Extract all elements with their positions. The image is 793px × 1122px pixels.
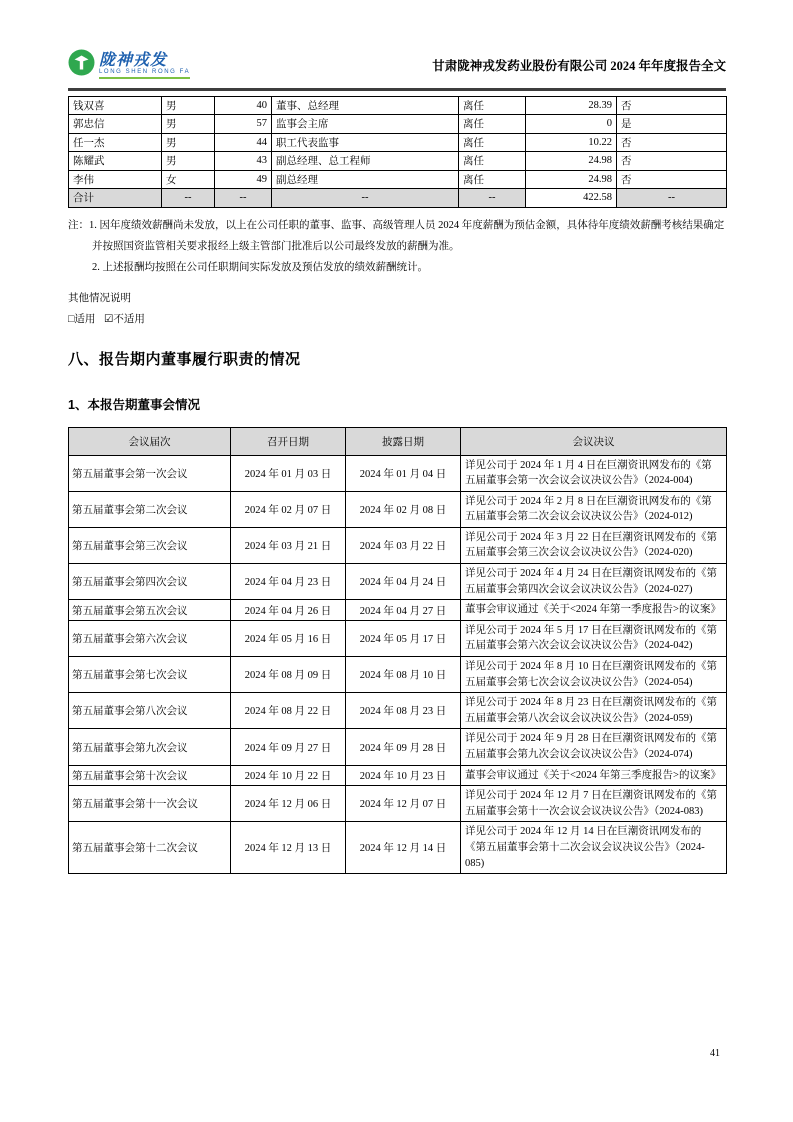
cell-session: 第五届董事会第一次会议 bbox=[69, 455, 231, 491]
cell-pay: 28.39 bbox=[526, 96, 617, 115]
cell-resolution: 详见公司于 2024 年 4 月 24 日在巨潮资讯网发布的《第五届董事会第四次会议会议决议公告》（2024-027) bbox=[461, 564, 727, 600]
cell-session: 第五届董事会第三次会议 bbox=[69, 527, 231, 563]
meetings-header-row bbox=[69, 427, 727, 455]
cell-date-held: 2024 年 02 月 07 日 bbox=[231, 491, 346, 527]
cell-status: 离任 bbox=[459, 133, 526, 152]
header-session: 会议届次 bbox=[69, 427, 231, 455]
cell-date-held: 2024 年 10 月 22 日 bbox=[231, 765, 346, 786]
cell-date-disclosed: 2024 年 01 月 04 日 bbox=[346, 455, 461, 491]
cell-gender: 男 bbox=[162, 96, 215, 115]
cell-date-held: 2024 年 08 月 22 日 bbox=[231, 693, 346, 729]
meeting-row bbox=[69, 620, 727, 656]
cell-flag: 否 bbox=[617, 133, 727, 152]
cell-status: 离任 bbox=[459, 152, 526, 171]
cell-total-label: 合计 bbox=[69, 189, 162, 208]
applicable-checkbox: □适用 bbox=[68, 313, 96, 325]
cell-age: 40 bbox=[215, 96, 272, 115]
cell-resolution: 董事会审议通过《关于<2024 年第三季度报告>的议案》 bbox=[461, 765, 727, 786]
cell-date-held: 2024 年 04 月 23 日 bbox=[231, 564, 346, 600]
cell-session: 第五届董事会第十二次会议 bbox=[69, 822, 231, 874]
cell-total-status: -- bbox=[459, 189, 526, 208]
cell-total-pay: 422.58 bbox=[526, 189, 617, 208]
note-paragraph-2: 2. 上述报酬均按照在公司任职期间实际发放及预估发放的绩效薪酬统计。 bbox=[92, 261, 428, 273]
header-rule bbox=[68, 88, 726, 91]
meeting-row bbox=[69, 527, 727, 563]
cell-date-disclosed: 2024 年 12 月 14 日 bbox=[346, 822, 461, 874]
cell-date-held: 2024 年 04 月 26 日 bbox=[231, 600, 346, 621]
cell-name: 任一杰 bbox=[69, 133, 162, 152]
cell-date-disclosed: 2024 年 02 月 08 日 bbox=[346, 491, 461, 527]
note-paragraph-1: 注：1. 因年度绩效薪酬尚未发放，以上在公司任职的董事、监事、高级管理人员 2024 年度薪酬为预估金额，具体待年度绩效薪酬考核结果确定并按照国资监管相关要求报经上级主管部门批准后以公司最终发放的薪酬为准。 bbox=[68, 219, 725, 252]
compensation-table bbox=[68, 96, 727, 208]
page-number: 41 bbox=[710, 1048, 720, 1059]
logo-icon bbox=[68, 49, 95, 81]
cell-age: 57 bbox=[215, 115, 272, 134]
cell-position: 副总经理 bbox=[272, 170, 459, 189]
meeting-row bbox=[69, 786, 727, 822]
cell-date-held: 2024 年 03 月 21 日 bbox=[231, 527, 346, 563]
header-date-disclosed: 披露日期 bbox=[346, 427, 461, 455]
cell-date-held: 2024 年 12 月 06 日 bbox=[231, 786, 346, 822]
cell-resolution: 董事会审议通过《关于<2024 年第一季度报告>的议案》 bbox=[461, 600, 727, 621]
cell-total-gender: -- bbox=[162, 189, 215, 208]
cell-session: 第五届董事会第八次会议 bbox=[69, 693, 231, 729]
cell-date-held: 2024 年 01 月 03 日 bbox=[231, 455, 346, 491]
cell-date-disclosed: 2024 年 09 月 28 日 bbox=[346, 729, 461, 765]
cell-position: 副总经理、总工程师 bbox=[272, 152, 459, 171]
cell-session: 第五届董事会第六次会议 bbox=[69, 620, 231, 656]
cell-date-disclosed: 2024 年 04 月 24 日 bbox=[346, 564, 461, 600]
cell-name: 陈耀武 bbox=[69, 152, 162, 171]
page-header bbox=[68, 46, 726, 84]
cell-resolution: 详见公司于 2024 年 12 月 14 日在巨潮资讯网发布的《第五届董事会第十二次会议会议决议公告》（2024-085) bbox=[461, 822, 727, 874]
cell-gender: 男 bbox=[162, 133, 215, 152]
applicability-line bbox=[68, 312, 726, 327]
cell-date-disclosed: 2024 年 08 月 10 日 bbox=[346, 657, 461, 693]
cell-session: 第五届董事会第五次会议 bbox=[69, 600, 231, 621]
cell-session: 第五届董事会第十一次会议 bbox=[69, 786, 231, 822]
cell-resolution: 详见公司于 2024 年 5 月 17 日在巨潮资讯网发布的《第五届董事会第六次会议会议决议公告》（2024-042) bbox=[461, 620, 727, 656]
meeting-row bbox=[69, 491, 727, 527]
cell-date-disclosed: 2024 年 10 月 23 日 bbox=[346, 765, 461, 786]
cell-position: 监事会主席 bbox=[272, 115, 459, 134]
header-date-held: 召开日期 bbox=[231, 427, 346, 455]
cell-session: 第五届董事会第七次会议 bbox=[69, 657, 231, 693]
cell-date-held: 2024 年 08 月 09 日 bbox=[231, 657, 346, 693]
cell-pay: 10.22 bbox=[526, 133, 617, 152]
cell-flag: 否 bbox=[617, 170, 727, 189]
logo-brand-en: LONG SHEN RONG FA bbox=[99, 69, 190, 79]
section-heading: 八、报告期内董事履行职责的情况 bbox=[68, 350, 301, 368]
cell-resolution: 详见公司于 2024 年 3 月 22 日在巨潮资讯网发布的《第五届董事会第三次会议会议决议公告》（2024-020) bbox=[461, 527, 727, 563]
cell-status: 离任 bbox=[459, 170, 526, 189]
cell-name: 李伟 bbox=[69, 170, 162, 189]
compensation-row bbox=[69, 170, 727, 189]
cell-position: 职工代表监事 bbox=[272, 133, 459, 152]
subsection-heading: 1、本报告期董事会情况 bbox=[68, 397, 200, 412]
cell-total-flag: -- bbox=[617, 189, 727, 208]
meeting-row bbox=[69, 729, 727, 765]
other-note-label: 其他情况说明 bbox=[68, 292, 131, 304]
cell-date-disclosed: 2024 年 05 月 17 日 bbox=[346, 620, 461, 656]
cell-flag: 是 bbox=[617, 115, 727, 134]
header-resolution: 会议决议 bbox=[461, 427, 727, 455]
meeting-row bbox=[69, 765, 727, 786]
meeting-row bbox=[69, 822, 727, 874]
compensation-row bbox=[69, 115, 727, 134]
cell-pay: 24.98 bbox=[526, 170, 617, 189]
compensation-row bbox=[69, 96, 727, 115]
cell-age: 43 bbox=[215, 152, 272, 171]
cell-total-age: -- bbox=[215, 189, 272, 208]
cell-name: 郭忠信 bbox=[69, 115, 162, 134]
cell-name: 钱双喜 bbox=[69, 96, 162, 115]
cell-date-disclosed: 2024 年 03 月 22 日 bbox=[346, 527, 461, 563]
cell-status: 离任 bbox=[459, 96, 526, 115]
cell-session: 第五届董事会第二次会议 bbox=[69, 491, 231, 527]
compensation-row bbox=[69, 152, 727, 171]
report-title: 甘肃陇神戎发药业股份有限公司 2024 年年度报告全文 bbox=[432, 59, 726, 73]
cell-gender: 男 bbox=[162, 152, 215, 171]
not-applicable-checkbox: ☑不适用 bbox=[103, 313, 145, 325]
logo-brand-cn: 陇神戎发 bbox=[99, 51, 168, 69]
cell-date-held: 2024 年 09 月 27 日 bbox=[231, 729, 346, 765]
meeting-row bbox=[69, 693, 727, 729]
meeting-row bbox=[69, 564, 727, 600]
cell-flag: 否 bbox=[617, 152, 727, 171]
cell-date-held: 2024 年 12 月 13 日 bbox=[231, 822, 346, 874]
cell-resolution: 详见公司于 2024 年 2 月 8 日在巨潮资讯网发布的《第五届董事会第二次会议会议决议公告》（2024-012) bbox=[461, 491, 727, 527]
cell-status: 离任 bbox=[459, 115, 526, 134]
cell-session: 第五届董事会第十次会议 bbox=[69, 765, 231, 786]
cell-total-position: -- bbox=[272, 189, 459, 208]
cell-resolution: 详见公司于 2024 年 1 月 4 日在巨潮资讯网发布的《第五届董事会第一次会议会议决议公告》（2024-004) bbox=[461, 455, 727, 491]
cell-date-disclosed: 2024 年 04 月 27 日 bbox=[346, 600, 461, 621]
compensation-row bbox=[69, 133, 727, 152]
logo-text bbox=[99, 52, 190, 79]
cell-pay: 0 bbox=[526, 115, 617, 134]
cell-session: 第五届董事会第九次会议 bbox=[69, 729, 231, 765]
cell-pay: 24.98 bbox=[526, 152, 617, 171]
company-logo bbox=[68, 49, 190, 81]
total-row bbox=[69, 189, 727, 208]
meeting-row bbox=[69, 657, 727, 693]
cell-flag: 否 bbox=[617, 96, 727, 115]
meeting-row bbox=[69, 455, 727, 491]
cell-age: 49 bbox=[215, 170, 272, 189]
cell-resolution: 详见公司于 2024 年 8 月 10 日在巨潮资讯网发布的《第五届董事会第七次会议会议决议公告》（2024-054) bbox=[461, 657, 727, 693]
cell-resolution: 详见公司于 2024 年 12 月 7 日在巨潮资讯网发布的《第五届董事会第十一次会议会议决议公告》（2024-083) bbox=[461, 786, 727, 822]
cell-date-disclosed: 2024 年 12 月 07 日 bbox=[346, 786, 461, 822]
cell-date-held: 2024 年 05 月 16 日 bbox=[231, 620, 346, 656]
cell-gender: 男 bbox=[162, 115, 215, 134]
cell-age: 44 bbox=[215, 133, 272, 152]
meeting-row bbox=[69, 600, 727, 621]
cell-resolution: 详见公司于 2024 年 9 月 28 日在巨潮资讯网发布的《第五届董事会第九次会议会议决议公告》（2024-074) bbox=[461, 729, 727, 765]
cell-gender: 女 bbox=[162, 170, 215, 189]
cell-resolution: 详见公司于 2024 年 8 月 23 日在巨潮资讯网发布的《第五届董事会第八次会议会议决议公告》（2024-059) bbox=[461, 693, 727, 729]
cell-date-disclosed: 2024 年 08 月 23 日 bbox=[346, 693, 461, 729]
cell-position: 董事、总经理 bbox=[272, 96, 459, 115]
board-meetings-table bbox=[68, 427, 727, 875]
cell-session: 第五届董事会第四次会议 bbox=[69, 564, 231, 600]
